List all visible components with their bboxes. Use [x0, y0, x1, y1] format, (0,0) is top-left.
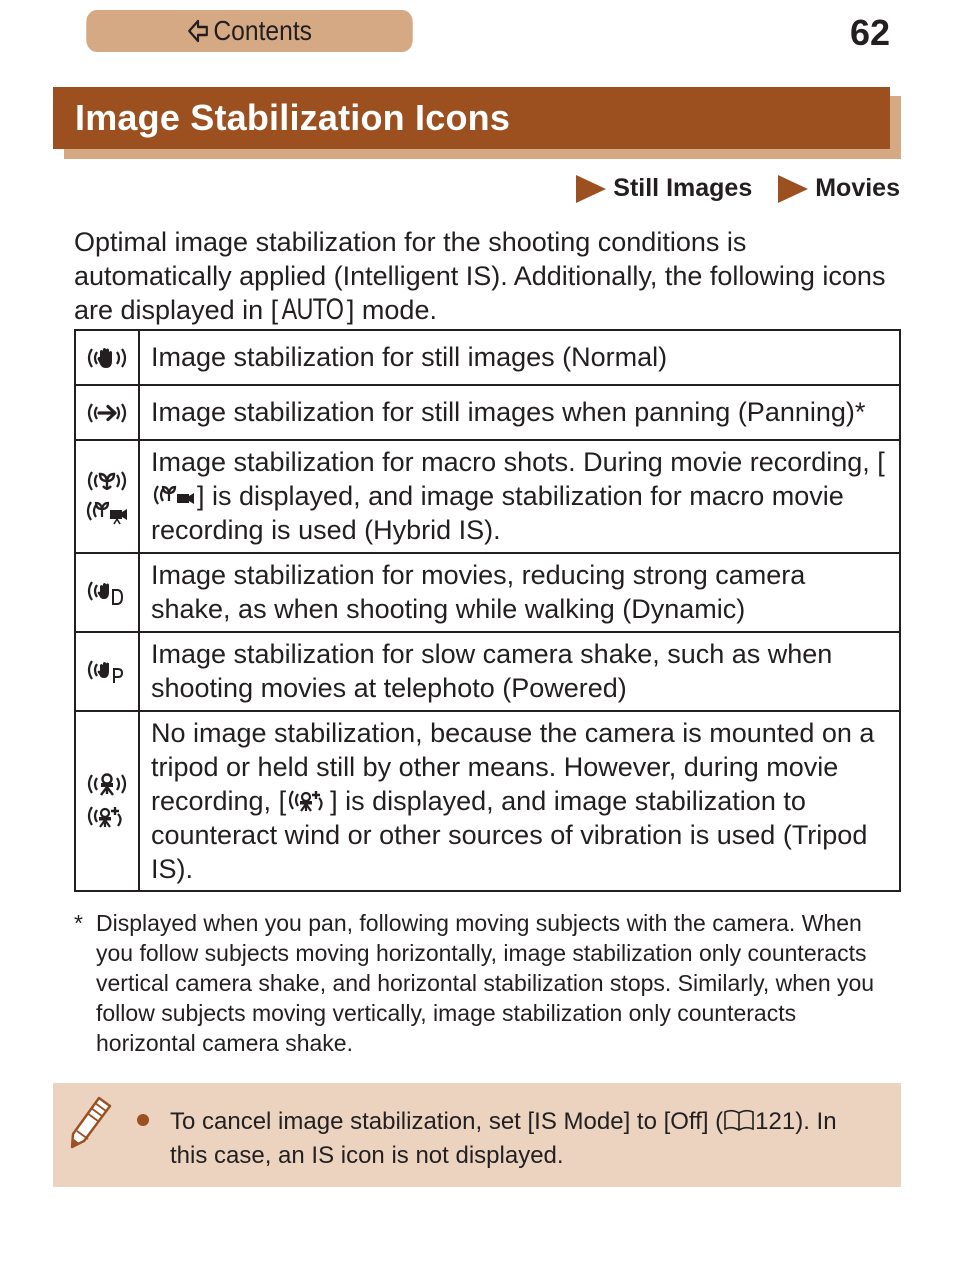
description-text: Image stabilization for macro shots. During movie recording, [ [151, 447, 885, 477]
tip-text-end: ). In this case, an IS icon is not displayed. [170, 1108, 837, 1169]
is-hybrid-macro-icon [84, 498, 130, 526]
description-cell: Image stabilization for slow camera shake, such as when shooting movies at telephoto (Powered) [139, 632, 900, 711]
intro-text-end: ] mode. [346, 295, 437, 325]
description-cell [139, 711, 900, 891]
footnote-marker: * [74, 910, 83, 936]
description-cell: Image stabilization for still images (Normal) [139, 330, 900, 385]
auto-mode-icon: AUTO [281, 293, 344, 326]
book-reference-icon [723, 1108, 755, 1132]
description-cell [139, 440, 900, 553]
pencil-icon [69, 1095, 115, 1151]
intro-text: Optimal image stabilization for the shooting conditions is automatically applied (Intelligent IS). Additionally, the following icons are displayed in [ [74, 227, 886, 325]
footnote-text: Displayed when you pan, following moving subjects with the camera. When you follow subjects moving horizontally, image stabilization only counteracts vertical camera shake, and horizontal stabilization stops. Similarly, when you follow subjects moving vertically, image stabilization only counteracts horizontal camera shake. [96, 910, 875, 1056]
is-powered-icon [85, 657, 129, 687]
bullet-icon [137, 1114, 149, 1126]
page-reference[interactable]: 121 [755, 1108, 796, 1135]
table-row [75, 385, 900, 440]
tip-text-start: To cancel image stabilization, set [IS Mode] to [Off] ( [170, 1108, 724, 1135]
table-row [75, 330, 900, 385]
is-icon-table [74, 329, 901, 892]
table-row [75, 553, 900, 632]
back-arrow-icon [187, 18, 210, 44]
mode-label: Still Images [613, 174, 753, 202]
is-panning-icon [85, 400, 129, 426]
is-macro-icon [85, 468, 129, 494]
description-text: ] is displayed, and image stabilization for macro movie recording is used (Hybrid IS). [151, 481, 844, 545]
shooting-mode-indicators [576, 174, 900, 203]
mode-still-images [576, 174, 752, 203]
icon-cell [75, 553, 139, 632]
page-number: 62 [849, 12, 890, 53]
is-normal-icon [85, 345, 129, 371]
is-dynamic-icon [85, 578, 129, 608]
icon-cell [75, 711, 139, 891]
section-title-bar [53, 87, 890, 149]
table-row [75, 632, 900, 711]
intro-paragraph [74, 225, 900, 327]
is-tripod-movie-icon [286, 787, 330, 815]
tip-text [170, 1105, 870, 1173]
mode-label: Movies [815, 174, 900, 202]
triangle-marker-icon [778, 175, 808, 203]
icon-cell [75, 385, 139, 440]
description-text: No image stabilization, because the camera is mounted on a tripod or held still by other means. However, during movie recording, [ [151, 717, 875, 816]
contents-button[interactable] [86, 10, 412, 52]
mode-movies [778, 174, 900, 203]
is-hybrid-macro-icon [151, 482, 197, 510]
is-tripod-movie-icon [85, 803, 129, 831]
description-cell: Image stabilization for still images when panning (Panning)* [139, 385, 900, 440]
icon-cell [75, 440, 139, 553]
description-cell: Image stabilization for movies, reducing strong camera shake, as when shooting while walking (Dynamic) [139, 553, 900, 632]
contents-label: Contents [213, 15, 313, 46]
description-text: ] is displayed, and image stabilization to counteract wind or other sources of vibration is used (Tripod IS). [151, 785, 868, 884]
triangle-marker-icon [576, 175, 606, 203]
icon-cell [75, 330, 139, 385]
icon-cell [75, 632, 139, 711]
table-row [75, 711, 900, 891]
footnote [74, 908, 900, 1058]
tip-box [53, 1083, 901, 1187]
section-title: Image Stabilization Icons [75, 97, 511, 138]
is-tripod-icon [85, 771, 129, 799]
table-row [75, 440, 900, 553]
